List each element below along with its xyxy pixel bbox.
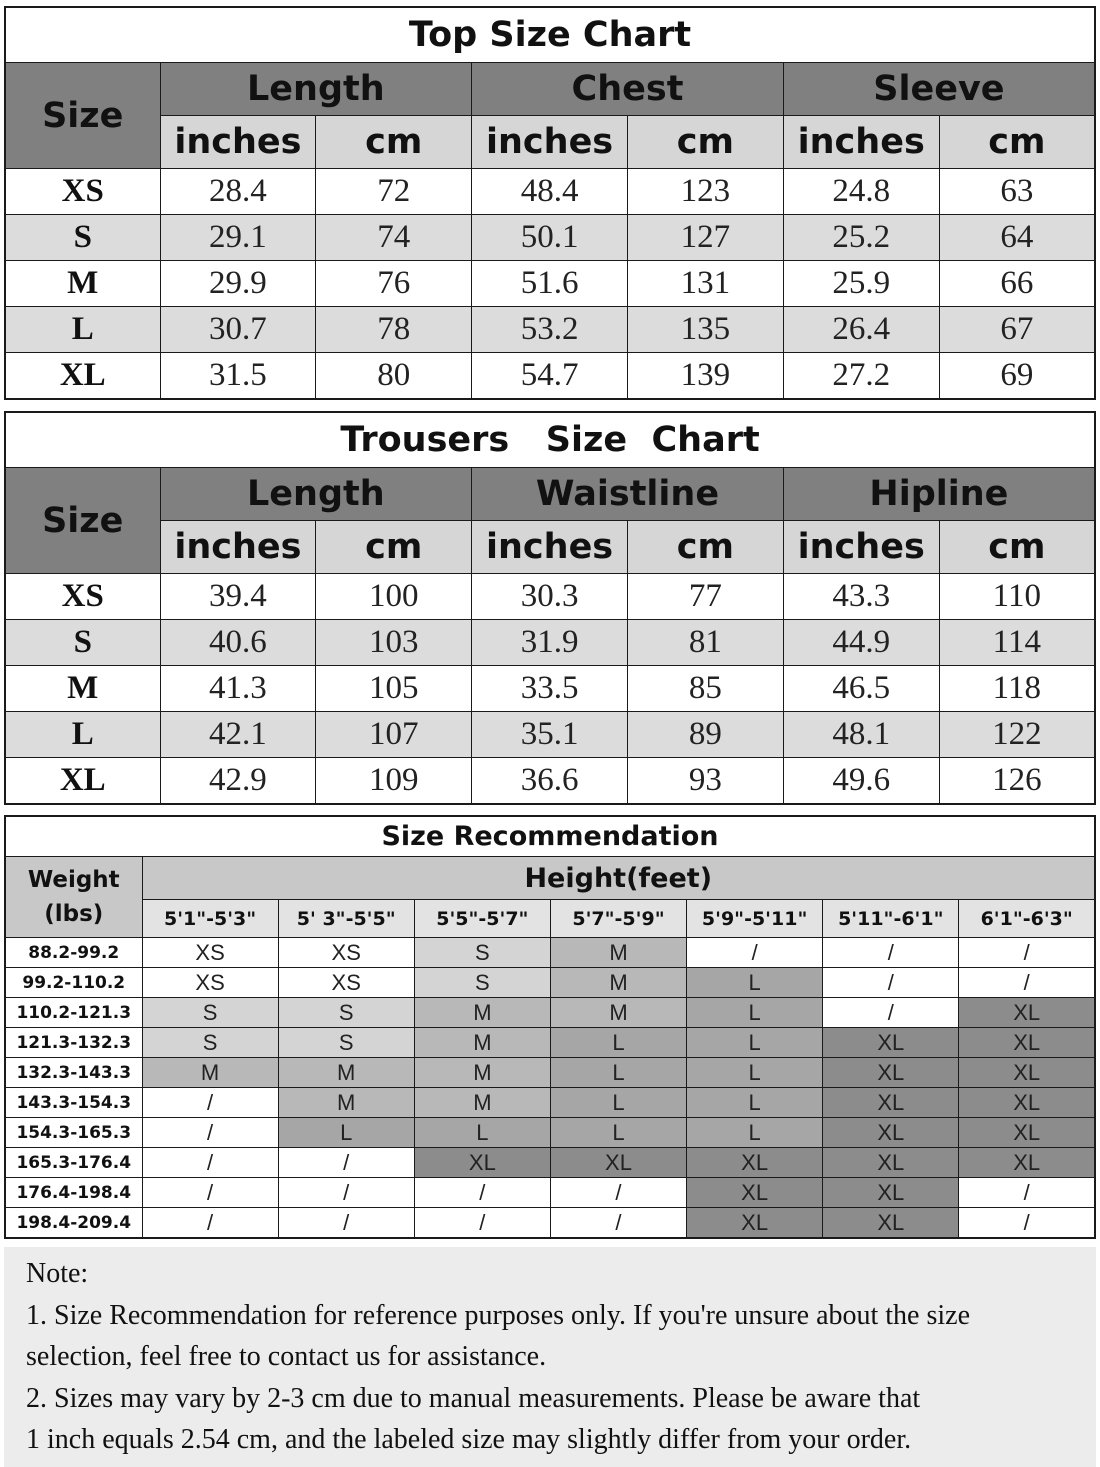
- weight-range: 121.3-132.3: [5, 1028, 142, 1058]
- size-row: [5, 758, 1095, 805]
- recommended-size-cell: M: [414, 1028, 550, 1058]
- measurement-cell: 72: [316, 169, 472, 215]
- recommendation-row: [5, 1028, 1095, 1058]
- recommendation-row: [5, 938, 1095, 968]
- recommendation-title: Size Recommendation: [5, 816, 1095, 857]
- recommended-size-cell: /: [823, 968, 959, 998]
- measurement-cell: 126: [939, 758, 1095, 805]
- size-row: [5, 215, 1095, 261]
- measurement-cell: 35.1: [472, 712, 628, 758]
- height-range-header: 6'1"-6'3": [959, 900, 1095, 938]
- chart-title: Trousers Size Chart: [5, 412, 1095, 468]
- size-column-header: Size: [5, 468, 160, 574]
- size-row: [5, 353, 1095, 400]
- recommended-size-cell: XL: [823, 1178, 959, 1208]
- recommended-size-cell: S: [278, 1028, 414, 1058]
- measurement-cell: 24.8: [783, 169, 939, 215]
- measurement-cell: 100: [316, 574, 472, 620]
- top-size-chart: [4, 6, 1096, 400]
- recommended-size-cell: XS: [142, 968, 278, 998]
- size-label: XL: [5, 353, 160, 400]
- group-header: Hipline: [783, 468, 1095, 521]
- recommendation-body: [5, 938, 1095, 1239]
- height-range-header: 5'9"-5'11": [687, 900, 823, 938]
- recommended-size-cell: /: [142, 1208, 278, 1239]
- note-line: 2. Sizes may vary by 2-3 cm due to manual measurements. Please be aware that: [26, 1382, 921, 1414]
- measurement-cell: 109: [316, 758, 472, 805]
- recommended-size-cell: M: [142, 1058, 278, 1088]
- recommended-size-cell: L: [278, 1118, 414, 1148]
- measurement-cell: 27.2: [783, 353, 939, 400]
- recommendation-row: [5, 1088, 1095, 1118]
- recommended-size-cell: /: [142, 1088, 278, 1118]
- recommended-size-cell: L: [687, 1028, 823, 1058]
- recommended-size-cell: XL: [959, 1058, 1095, 1088]
- recommended-size-cell: XL: [687, 1148, 823, 1178]
- recommended-size-cell: S: [142, 998, 278, 1028]
- size-label: L: [5, 712, 160, 758]
- recommended-size-cell: /: [550, 1178, 686, 1208]
- height-range-header: 5' 3"-5'5": [278, 900, 414, 938]
- weight-range: 132.3-143.3: [5, 1058, 142, 1088]
- recommended-size-cell: XL: [823, 1208, 959, 1239]
- height-range-header: 5'5"-5'7": [414, 900, 550, 938]
- recommendation-row: [5, 1058, 1095, 1088]
- note-block: [4, 1247, 1096, 1467]
- size-label: L: [5, 307, 160, 353]
- unit-header: inches: [783, 521, 939, 574]
- recommended-size-cell: S: [414, 968, 550, 998]
- measurement-cell: 41.3: [160, 666, 316, 712]
- measurement-cell: 40.6: [160, 620, 316, 666]
- recommended-size-cell: /: [278, 1178, 414, 1208]
- recommended-size-cell: L: [687, 968, 823, 998]
- weight-range: 165.3-176.4: [5, 1148, 142, 1178]
- measurement-cell: 31.9: [472, 620, 628, 666]
- measurement-cell: 64: [939, 215, 1095, 261]
- unit-header: cm: [316, 521, 472, 574]
- weight-range: 143.3-154.3: [5, 1088, 142, 1118]
- measurement-cell: 42.9: [160, 758, 316, 805]
- unit-header: cm: [316, 116, 472, 169]
- weight-header-label: Weight: [27, 867, 120, 893]
- recommended-size-cell: XL: [823, 1058, 959, 1088]
- size-row: [5, 712, 1095, 758]
- recommended-size-cell: L: [550, 1028, 686, 1058]
- unit-header: cm: [939, 521, 1095, 574]
- recommended-size-cell: /: [414, 1208, 550, 1239]
- trousers-chart-body: [5, 574, 1095, 805]
- weight-range: 110.2-121.3: [5, 998, 142, 1028]
- recommended-size-cell: M: [414, 998, 550, 1028]
- measurement-cell: 33.5: [472, 666, 628, 712]
- weight-column-header: [5, 857, 142, 938]
- recommended-size-cell: XS: [278, 938, 414, 968]
- measurement-cell: 135: [627, 307, 783, 353]
- recommended-size-cell: /: [959, 1178, 1095, 1208]
- measurement-cell: 78: [316, 307, 472, 353]
- unit-header: inches: [472, 116, 628, 169]
- recommended-size-cell: L: [414, 1118, 550, 1148]
- recommended-size-cell: XS: [278, 968, 414, 998]
- unit-header: inches: [160, 116, 316, 169]
- measurement-cell: 31.5: [160, 353, 316, 400]
- measurement-cell: 122: [939, 712, 1095, 758]
- group-header: Length: [160, 63, 472, 116]
- measurement-cell: 67: [939, 307, 1095, 353]
- measurement-cell: 50.1: [472, 215, 628, 261]
- weight-range: 99.2-110.2: [5, 968, 142, 998]
- recommendation-row: [5, 1148, 1095, 1178]
- recommended-size-cell: /: [959, 968, 1095, 998]
- measurement-cell: 107: [316, 712, 472, 758]
- size-label: M: [5, 261, 160, 307]
- size-label: XS: [5, 574, 160, 620]
- recommended-size-cell: /: [142, 1118, 278, 1148]
- measurement-cell: 85: [627, 666, 783, 712]
- measurement-cell: 42.1: [160, 712, 316, 758]
- measurement-cell: 118: [939, 666, 1095, 712]
- size-label: S: [5, 215, 160, 261]
- measurement-cell: 54.7: [472, 353, 628, 400]
- size-row: [5, 307, 1095, 353]
- measurement-cell: 103: [316, 620, 472, 666]
- size-row: [5, 169, 1095, 215]
- group-header: Sleeve: [783, 63, 1095, 116]
- recommended-size-cell: L: [687, 1118, 823, 1148]
- recommended-size-cell: XL: [959, 1118, 1095, 1148]
- recommended-size-cell: M: [278, 1088, 414, 1118]
- recommended-size-cell: S: [142, 1028, 278, 1058]
- measurement-cell: 51.6: [472, 261, 628, 307]
- measurement-cell: 127: [627, 215, 783, 261]
- unit-header: inches: [783, 116, 939, 169]
- recommended-size-cell: XL: [959, 1088, 1095, 1118]
- recommended-size-cell: L: [550, 1088, 686, 1118]
- recommended-size-cell: /: [142, 1148, 278, 1178]
- measurement-cell: 29.1: [160, 215, 316, 261]
- recommended-size-cell: /: [959, 938, 1095, 968]
- recommended-size-cell: L: [550, 1058, 686, 1088]
- recommended-size-cell: /: [687, 938, 823, 968]
- measurement-cell: 30.7: [160, 307, 316, 353]
- recommended-size-cell: XL: [959, 1148, 1095, 1178]
- measurement-cell: 49.6: [783, 758, 939, 805]
- measurement-cell: 48.1: [783, 712, 939, 758]
- measurement-cell: 39.4: [160, 574, 316, 620]
- recommended-size-cell: XL: [414, 1148, 550, 1178]
- measurement-cell: 110: [939, 574, 1095, 620]
- measurement-cell: 105: [316, 666, 472, 712]
- measurement-cell: 36.6: [472, 758, 628, 805]
- measurement-cell: 26.4: [783, 307, 939, 353]
- top-chart-body: [5, 169, 1095, 400]
- recommendation-row: [5, 1118, 1095, 1148]
- recommended-size-cell: /: [142, 1178, 278, 1208]
- size-label: M: [5, 666, 160, 712]
- recommended-size-cell: XL: [959, 1028, 1095, 1058]
- height-range-header: 5'1"-5'3": [142, 900, 278, 938]
- recommended-size-cell: M: [278, 1058, 414, 1088]
- recommendation-row: [5, 1208, 1095, 1239]
- recommended-size-cell: /: [550, 1208, 686, 1239]
- group-header: Length: [160, 468, 472, 521]
- measurement-cell: 25.2: [783, 215, 939, 261]
- recommended-size-cell: M: [414, 1058, 550, 1088]
- measurement-cell: 131: [627, 261, 783, 307]
- unit-header: inches: [160, 521, 316, 574]
- unit-header: cm: [627, 521, 783, 574]
- recommended-size-cell: /: [278, 1148, 414, 1178]
- measurement-cell: 74: [316, 215, 472, 261]
- size-row: [5, 261, 1095, 307]
- measurement-cell: 77: [627, 574, 783, 620]
- weight-range: 154.3-165.3: [5, 1118, 142, 1148]
- unit-header: inches: [472, 521, 628, 574]
- weight-range: 88.2-99.2: [5, 938, 142, 968]
- group-header: Waistline: [472, 468, 784, 521]
- measurement-cell: 81: [627, 620, 783, 666]
- unit-header: cm: [939, 116, 1095, 169]
- recommended-size-cell: XL: [550, 1148, 686, 1178]
- recommendation-row: [5, 998, 1095, 1028]
- recommendation-row: [5, 968, 1095, 998]
- measurement-cell: 28.4: [160, 169, 316, 215]
- measurement-cell: 69: [939, 353, 1095, 400]
- measurement-cell: 114: [939, 620, 1095, 666]
- size-label: XL: [5, 758, 160, 805]
- measurement-cell: 44.9: [783, 620, 939, 666]
- recommended-size-cell: XL: [687, 1178, 823, 1208]
- recommended-size-cell: M: [550, 938, 686, 968]
- recommended-size-cell: XL: [823, 1148, 959, 1178]
- note-heading: Note:: [26, 1258, 89, 1289]
- recommended-size-cell: XL: [959, 998, 1095, 1028]
- recommended-size-cell: M: [550, 998, 686, 1028]
- recommendation-row: [5, 1178, 1095, 1208]
- recommended-size-cell: XL: [687, 1208, 823, 1239]
- measurement-cell: 66: [939, 261, 1095, 307]
- measurement-cell: 30.3: [472, 574, 628, 620]
- measurement-cell: 46.5: [783, 666, 939, 712]
- recommended-size-cell: /: [823, 938, 959, 968]
- recommended-size-cell: M: [414, 1088, 550, 1118]
- size-label: XS: [5, 169, 160, 215]
- note-line: 1. Size Recommendation for reference purposes only. If you're unsure about the size: [26, 1299, 971, 1331]
- recommended-size-cell: L: [550, 1118, 686, 1148]
- recommended-size-cell: XL: [823, 1028, 959, 1058]
- weight-range: 176.4-198.4: [5, 1178, 142, 1208]
- recommended-size-cell: XL: [823, 1118, 959, 1148]
- size-recommendation-table: [4, 815, 1096, 1239]
- recommended-size-cell: L: [687, 1088, 823, 1118]
- measurement-cell: 63: [939, 169, 1095, 215]
- recommended-size-cell: /: [959, 1208, 1095, 1239]
- recommended-size-cell: L: [687, 1058, 823, 1088]
- chart-title: Top Size Chart: [5, 7, 1095, 63]
- recommended-size-cell: M: [550, 968, 686, 998]
- measurement-cell: 48.4: [472, 169, 628, 215]
- recommended-size-cell: L: [687, 998, 823, 1028]
- measurement-cell: 25.9: [783, 261, 939, 307]
- height-group-header: Height(feet): [142, 857, 1095, 900]
- height-ranges-row: [5, 900, 1095, 938]
- measurement-cell: 123: [627, 169, 783, 215]
- recommended-size-cell: /: [414, 1178, 550, 1208]
- size-column-header: Size: [5, 63, 160, 169]
- trousers-size-chart: [4, 411, 1096, 805]
- measurement-cell: 89: [627, 712, 783, 758]
- note-line: 1 inch equals 2.54 cm, and the labeled size may slightly differ from your order.: [26, 1424, 912, 1455]
- measurement-cell: 53.2: [472, 307, 628, 353]
- size-row: [5, 620, 1095, 666]
- measurement-cell: 43.3: [783, 574, 939, 620]
- measurement-cell: 139: [627, 353, 783, 400]
- size-row: [5, 574, 1095, 620]
- size-row: [5, 666, 1095, 712]
- measurement-cell: 29.9: [160, 261, 316, 307]
- recommended-size-cell: S: [414, 938, 550, 968]
- measurement-cell: 76: [316, 261, 472, 307]
- weight-range: 198.4-209.4: [5, 1208, 142, 1239]
- recommended-size-cell: /: [823, 998, 959, 1028]
- size-label: S: [5, 620, 160, 666]
- recommended-size-cell: /: [278, 1208, 414, 1239]
- group-header: Chest: [472, 63, 784, 116]
- note-line: selection, feel free to contact us for assistance.: [26, 1341, 547, 1372]
- height-range-header: 5'11"-6'1": [823, 900, 959, 938]
- weight-header-unit: (lbs): [44, 901, 104, 927]
- height-range-header: 5'7"-5'9": [550, 900, 686, 938]
- measurement-cell: 80: [316, 353, 472, 400]
- unit-header: cm: [627, 116, 783, 169]
- recommended-size-cell: XL: [823, 1088, 959, 1118]
- measurement-cell: 93: [627, 758, 783, 805]
- recommended-size-cell: S: [278, 998, 414, 1028]
- recommended-size-cell: XS: [142, 938, 278, 968]
